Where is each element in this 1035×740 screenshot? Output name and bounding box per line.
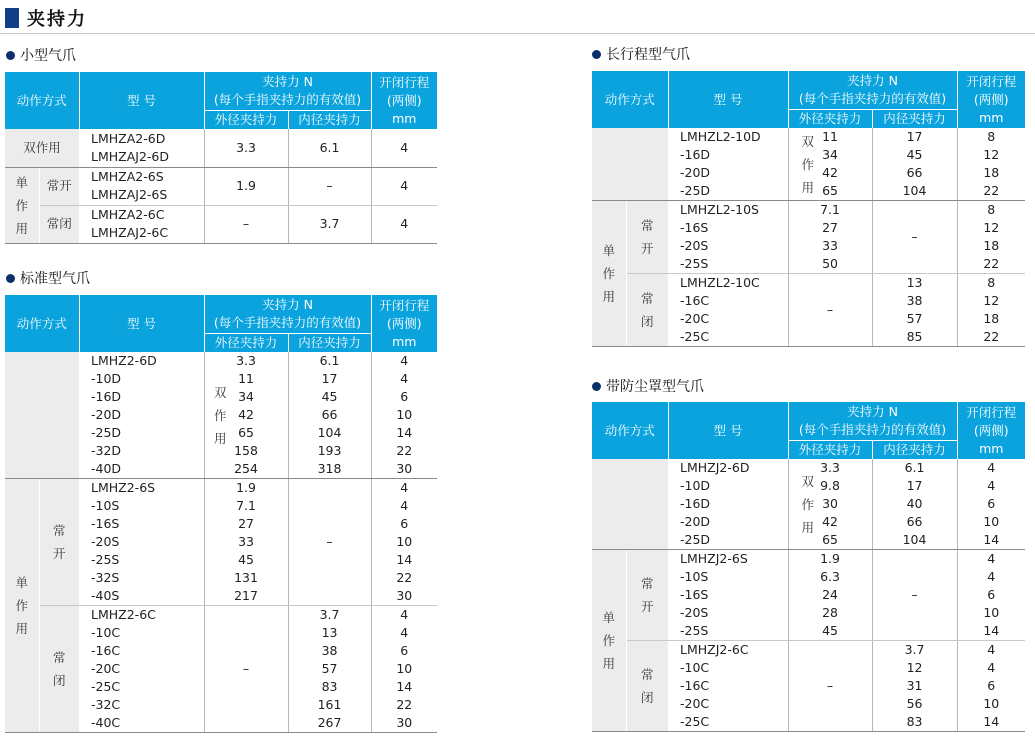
stroke-value: 4 (371, 205, 437, 243)
stroke-value: 22 (957, 182, 1025, 201)
outer-force-value: 7.1 (788, 201, 872, 220)
stroke-value: 4 (987, 642, 996, 657)
outer-force-value: 27 (204, 515, 288, 533)
inner-force-value: 83 (872, 713, 957, 732)
header-stroke-line1: 开闭行程 (966, 404, 1017, 420)
model-name: -10D (79, 370, 204, 388)
model-name: -20C (668, 310, 788, 328)
inner-force-value: 3.7 (288, 205, 371, 243)
header-force-line1: 夹持力 N (847, 403, 898, 419)
label-single-acting: 单作用 (592, 550, 626, 732)
model-name: -25C (668, 713, 788, 732)
stroke-value: 4 (987, 478, 996, 493)
outer-force-value: 1.9 (204, 479, 288, 498)
model-name: -20D (79, 406, 204, 424)
stroke-value: 4 (987, 660, 996, 675)
inner-force-value: 85 (872, 328, 957, 347)
outer-force-value: 1.9 (204, 167, 288, 205)
label-single-acting-char: 作 (15, 197, 28, 213)
header-action: 动作方式 (5, 295, 79, 352)
section-title-dust-text: 带防尘罩型气爪 (606, 379, 704, 395)
header-stroke-unit: mm (392, 110, 417, 126)
model-name: LMHZAJ2-6C (91, 225, 169, 240)
table-dust (592, 402, 1025, 732)
inner-force-dash: – (288, 479, 371, 606)
outer-force-value: 7.1 (204, 497, 288, 515)
stroke-value: 22 (396, 697, 413, 712)
model-name: -16D (79, 388, 204, 406)
table-row (5, 352, 437, 370)
outer-force-value: 42 (204, 406, 288, 424)
inner-force-value: 38 (288, 642, 371, 660)
header-stroke-line1: 开闭行程 (379, 74, 430, 90)
outer-force-value: 42 (788, 513, 872, 531)
outer-force-value: 11 (788, 128, 872, 146)
model-name: -16C (79, 642, 204, 660)
inner-force-value: 66 (872, 164, 957, 182)
stroke-value: 10 (396, 661, 413, 676)
inner-force-dash: – (872, 550, 957, 641)
header-stroke-line2: (两侧) (386, 92, 422, 108)
header-force (204, 72, 371, 110)
inner-force-value: 17 (872, 477, 957, 495)
model-name: -16S (79, 515, 204, 533)
stroke-value: 4 (987, 551, 996, 566)
header-force-line2: (每个手指夹持力的有效值) (798, 421, 947, 437)
stroke-value: 6 (400, 389, 409, 404)
model-name: -25D (79, 424, 204, 442)
header-outer: 外径夹持力 (204, 333, 288, 352)
header-stroke (371, 72, 437, 129)
stroke-value: 4 (371, 129, 437, 167)
stroke-value: 10 (396, 407, 413, 422)
model-name: -20D (668, 513, 788, 531)
bullet-icon (6, 274, 15, 283)
inner-force-value: 17 (872, 128, 957, 146)
stroke-value: 6 (987, 587, 996, 602)
model-name: LMHZJ2-6C (668, 641, 788, 660)
header-force (788, 71, 957, 109)
model-name: LMHZA2-6S (91, 169, 164, 184)
header-stroke-unit: mm (979, 440, 1004, 456)
header-stroke-line2: (两侧) (386, 315, 422, 331)
model-name: -32C (79, 696, 204, 714)
stroke-value: 14 (957, 713, 1025, 732)
label-normally-closed: 常闭 (39, 606, 79, 733)
table-row (592, 128, 1025, 146)
outer-force-value: 24 (788, 586, 872, 604)
stroke-value: 30 (371, 587, 437, 606)
header-force-line2: (每个手指夹持力的有效值) (798, 90, 947, 106)
label-double-acting: 双作用 (592, 128, 668, 201)
header-model: 型 号 (668, 402, 788, 459)
outer-force-value: – (204, 205, 288, 243)
header-stroke-unit: mm (392, 333, 417, 349)
model-name: LMHZA2-6D (91, 130, 166, 146)
header-force (204, 295, 371, 333)
label-double-acting: 双作用 (5, 352, 79, 479)
outer-force-value: 3.3 (204, 129, 288, 167)
label-normally-open: 常开 (39, 167, 79, 205)
inner-force-value: 6.1 (872, 459, 957, 477)
stroke-value: 14 (396, 679, 413, 694)
stroke-value: 4 (400, 353, 409, 368)
inner-force-value: 13 (288, 624, 371, 642)
stroke-value: 14 (396, 425, 413, 440)
inner-force-value: 66 (288, 406, 371, 424)
inner-force-value: 56 (872, 695, 957, 713)
outer-force-value: 131 (204, 569, 288, 587)
stroke-value: 6 (987, 678, 996, 693)
label-normally-closed: 常闭 (626, 641, 668, 732)
model-name: -16S (668, 586, 788, 604)
inner-force-value: 66 (872, 513, 957, 531)
inner-force-value: 38 (872, 292, 957, 310)
stroke-value: 10 (983, 696, 1000, 711)
inner-force-value: 57 (288, 660, 371, 678)
inner-force-value: 193 (288, 442, 371, 460)
model-name: LMHZ2-6D (79, 352, 204, 370)
outer-force-value: 11 (204, 370, 288, 388)
bullet-icon (592, 382, 601, 391)
table-small (5, 72, 437, 244)
model-name: -10S (668, 568, 788, 586)
header-stroke-unit: mm (979, 109, 1004, 125)
model-name: LMHZJ2-6S (668, 550, 788, 569)
outer-force-value: 27 (788, 219, 872, 237)
model-cell (79, 129, 204, 167)
inner-force-value: 40 (872, 495, 957, 513)
header-model: 型 号 (668, 71, 788, 128)
stroke-value: 22 (957, 328, 1025, 347)
model-name: -40S (79, 587, 204, 606)
stroke-value: 18 (983, 311, 1000, 326)
stroke-value: 14 (957, 622, 1025, 641)
inner-force-value: 318 (288, 460, 371, 479)
inner-force-value: 13 (872, 274, 957, 293)
model-name: -10S (79, 497, 204, 515)
stroke-value: 12 (983, 293, 1000, 308)
model-name: -10C (79, 624, 204, 642)
header-stroke-line1: 开闭行程 (379, 297, 430, 313)
label-single-acting-char: 单 (15, 174, 28, 190)
model-name: LMHZAJ2-6S (91, 187, 168, 202)
header-stroke (957, 71, 1025, 128)
outer-force-value: 6.3 (788, 568, 872, 586)
header-stroke (371, 295, 437, 352)
stroke-value: 6 (987, 496, 996, 511)
section-title-dust (592, 376, 704, 396)
stroke-value: 4 (987, 569, 996, 584)
model-name: -16S (668, 219, 788, 237)
header-inner: 内径夹持力 (872, 440, 957, 459)
stroke-value: 22 (396, 570, 413, 585)
model-name: LMHZJ2-6D (668, 459, 788, 477)
inner-force-value: – (288, 167, 371, 205)
header-force-line1: 夹持力 N (262, 296, 313, 312)
page-title-text: 夹持力 (27, 9, 87, 30)
table-row (5, 479, 437, 498)
model-name: -40D (79, 460, 204, 479)
header-action: 动作方式 (592, 71, 668, 128)
model-name: -25S (668, 255, 788, 274)
stroke-value: 8 (987, 275, 996, 290)
section-title-long-text: 长行程型气爪 (606, 47, 690, 63)
table-standard (5, 295, 437, 733)
stroke-value: 22 (396, 443, 413, 458)
header-outer: 外径夹持力 (204, 110, 288, 129)
model-name: -20S (668, 237, 788, 255)
outer-force-value: 3.3 (788, 459, 872, 477)
outer-force-value: 65 (788, 531, 872, 550)
model-name: -16C (668, 677, 788, 695)
model-name: -25D (668, 182, 788, 201)
outer-force-value: 1.9 (788, 550, 872, 569)
outer-force-dash: – (788, 274, 872, 347)
inner-force-value: 267 (288, 714, 371, 733)
model-name: -25D (668, 531, 788, 550)
model-name: LMHZL2-10D (668, 128, 788, 146)
title-marker (5, 8, 19, 28)
header-stroke-line2: (两侧) (973, 91, 1009, 107)
inner-force-value: 6.1 (288, 352, 371, 370)
model-cell (79, 167, 204, 205)
label-single-acting (5, 167, 39, 243)
stroke-value: 4 (400, 625, 409, 640)
stroke-value: 10 (396, 534, 413, 549)
outer-force-value: 34 (204, 388, 288, 406)
header-outer: 外径夹持力 (788, 109, 872, 128)
inner-force-value: 45 (872, 146, 957, 164)
model-name: LMHZAJ2-6D (91, 148, 170, 164)
outer-force-value: 42 (788, 164, 872, 182)
header-inner: 内径夹持力 (288, 110, 371, 129)
section-title-small-text: 小型气爪 (20, 48, 76, 64)
inner-force-value: 83 (288, 678, 371, 696)
outer-force-dash: – (788, 641, 872, 732)
model-name: -16D (668, 495, 788, 513)
model-name: -20C (79, 660, 204, 678)
outer-force-dash: – (204, 606, 288, 733)
stroke-value: 14 (396, 552, 413, 567)
label-normally-closed: 常闭 (626, 274, 668, 347)
header-force (788, 402, 957, 440)
bullet-icon (592, 50, 601, 59)
outer-force-value: 3.3 (204, 352, 288, 370)
inner-force-value: 45 (288, 388, 371, 406)
stroke-value: 18 (983, 165, 1000, 180)
stroke-value: 4 (400, 371, 409, 386)
model-name: -32S (79, 569, 204, 587)
outer-force-value: 34 (788, 146, 872, 164)
model-name: -20S (79, 533, 204, 551)
stroke-value: 12 (983, 220, 1000, 235)
model-name: -32D (79, 442, 204, 460)
outer-force-value: 30 (788, 495, 872, 513)
model-cell (79, 205, 204, 243)
header-force-line2: (每个手指夹持力的有效值) (213, 91, 362, 107)
inner-force-value: 6.1 (288, 129, 371, 167)
title-divider (0, 33, 1035, 34)
inner-force-value: 104 (872, 182, 957, 201)
header-action: 动作方式 (592, 402, 668, 459)
model-name: -20C (668, 695, 788, 713)
header-force-line1: 夹持力 N (262, 73, 313, 89)
stroke-value: 10 (983, 514, 1000, 529)
stroke-value: 4 (987, 460, 996, 475)
stroke-value: 14 (957, 531, 1025, 550)
header-outer: 外径夹持力 (788, 440, 872, 459)
model-name: -16D (668, 146, 788, 164)
table-long (592, 71, 1025, 347)
inner-force-value: 104 (288, 424, 371, 442)
outer-force-value: 158 (204, 442, 288, 460)
stroke-value: 8 (987, 202, 996, 217)
outer-force-value: 28 (788, 604, 872, 622)
table-row (5, 606, 437, 625)
header-stroke (957, 402, 1025, 459)
label-double-acting: 双作用 (592, 459, 668, 550)
label-single-acting-char: 用 (15, 220, 28, 236)
bullet-icon (6, 51, 15, 60)
stroke-value: 4 (400, 480, 409, 495)
model-name: -10D (668, 477, 788, 495)
header-inner: 内径夹持力 (288, 333, 371, 352)
stroke-value: 8 (987, 129, 996, 144)
header-action: 动作方式 (5, 72, 79, 129)
table-row (592, 459, 1025, 477)
stroke-value: 18 (983, 238, 1000, 253)
inner-force-value: 161 (288, 696, 371, 714)
model-name: LMHZL2-10S (668, 201, 788, 220)
header-model: 型 号 (79, 72, 204, 129)
header-stroke-line2: (两侧) (973, 422, 1009, 438)
section-title-small (6, 45, 76, 65)
stroke-value: 6 (400, 643, 409, 658)
outer-force-value: 45 (788, 622, 872, 641)
inner-force-value: 31 (872, 677, 957, 695)
stroke-value: 22 (957, 255, 1025, 274)
header-stroke-line1: 开闭行程 (966, 73, 1017, 89)
model-name: -25S (79, 551, 204, 569)
header-inner: 内径夹持力 (872, 109, 957, 128)
stroke-value: 30 (371, 460, 437, 479)
outer-force-value: 65 (204, 424, 288, 442)
outer-force-value: 65 (788, 182, 872, 201)
table-row (592, 201, 1025, 220)
section-title-long (592, 44, 690, 64)
outer-force-value: 45 (204, 551, 288, 569)
inner-force-value: 57 (872, 310, 957, 328)
label-normally-open: 常开 (626, 550, 668, 641)
model-name: -20D (668, 164, 788, 182)
outer-force-value: 33 (204, 533, 288, 551)
model-name: LMHZ2-6C (79, 606, 204, 625)
stroke-value: 12 (983, 147, 1000, 162)
model-name: LMHZL2-10C (668, 274, 788, 293)
header-model: 型 号 (79, 295, 204, 352)
model-name: -20S (668, 604, 788, 622)
table-row (592, 641, 1025, 660)
stroke-value: 4 (371, 167, 437, 205)
table-row (592, 550, 1025, 569)
model-name: -40C (79, 714, 204, 733)
model-name: -25C (79, 678, 204, 696)
outer-force-value: 217 (204, 587, 288, 606)
inner-force-value: 3.7 (872, 641, 957, 660)
model-name: -16C (668, 292, 788, 310)
section-title-standard-text: 标准型气爪 (20, 271, 90, 287)
inner-force-dash: – (872, 201, 957, 274)
inner-force-value: 104 (872, 531, 957, 550)
model-name: -25C (668, 328, 788, 347)
stroke-value: 10 (983, 605, 1000, 620)
label-normally-open: 常开 (626, 201, 668, 274)
page-title (5, 5, 87, 31)
stroke-value: 6 (400, 516, 409, 531)
model-name: LMHZA2-6C (91, 207, 165, 222)
outer-force-value: 254 (204, 460, 288, 479)
header-force-line2: (每个手指夹持力的有效值) (213, 314, 362, 330)
inner-force-value: 17 (288, 370, 371, 388)
model-name: -25S (668, 622, 788, 641)
model-name: -10C (668, 659, 788, 677)
stroke-value: 4 (400, 498, 409, 513)
outer-force-value: 33 (788, 237, 872, 255)
label-double-acting: 双作用 (5, 129, 79, 167)
model-name: LMHZ2-6S (79, 479, 204, 498)
label-normally-closed: 常闭 (39, 205, 79, 243)
label-normally-open: 常开 (39, 479, 79, 606)
label-single-acting: 单作用 (592, 201, 626, 347)
stroke-value: 4 (400, 607, 409, 622)
inner-force-value: 12 (872, 659, 957, 677)
header-force-line1: 夹持力 N (847, 72, 898, 88)
section-title-standard (6, 268, 90, 288)
table-row (592, 274, 1025, 293)
outer-force-value: 50 (788, 255, 872, 274)
label-single-acting: 单作用 (5, 479, 39, 733)
outer-force-value: 9.8 (788, 477, 872, 495)
stroke-value: 30 (371, 714, 437, 733)
inner-force-value: 3.7 (288, 606, 371, 625)
